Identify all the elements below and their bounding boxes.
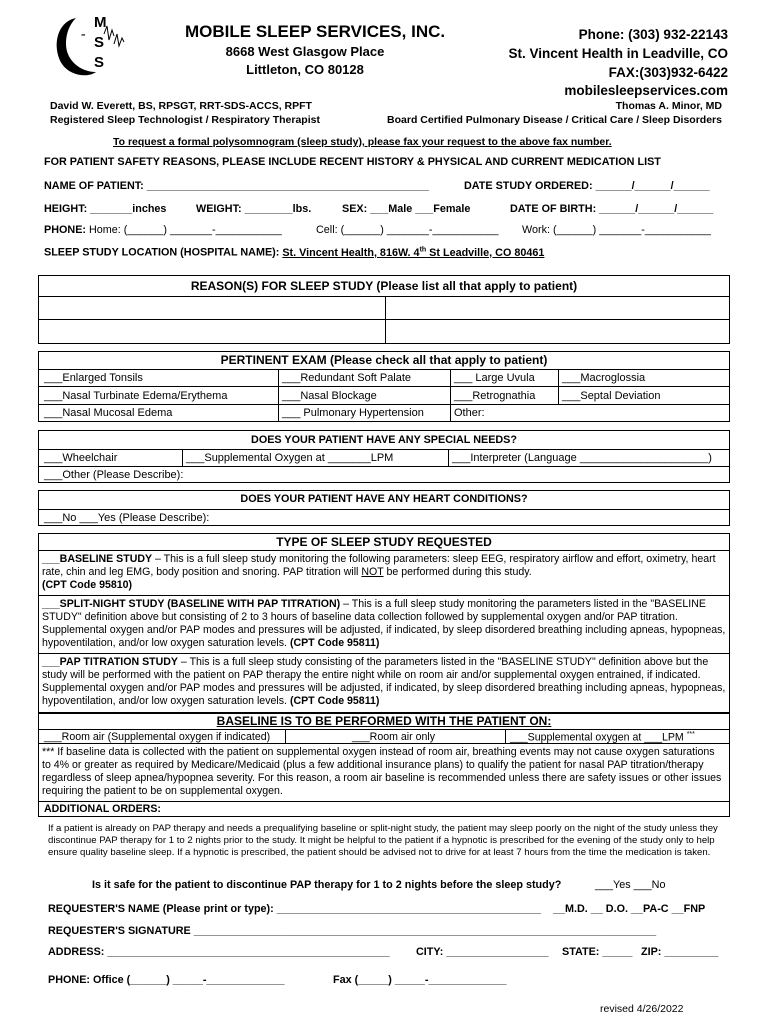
patient-safety-notice: FOR PATIENT SAFETY REASONS, PLEASE INCLUDE RECENT HISTORY & PHYSICAL AND CURRENT MEDICATION LIST xyxy=(44,156,661,168)
company-name: MOBILE SLEEP SERVICES, INC. xyxy=(185,22,446,41)
location-label: SLEEP STUDY LOCATION (HOSPITAL NAME): xyxy=(44,246,280,259)
exam-other[interactable]: Other: xyxy=(454,407,485,419)
heart-conditions-title: DOES YOUR PATIENT HAVE ANY HEART CONDITIONS? xyxy=(240,493,528,505)
reason-field-4[interactable] xyxy=(387,321,728,342)
special-needs-title: DOES YOUR PATIENT HAVE ANY SPECIAL NEEDS? xyxy=(251,434,517,446)
revised-date: revised 4/26/2022 xyxy=(600,1003,684,1015)
location-value: St. Vincent Health, 816W. 4th St Leadville, CO 80461 xyxy=(282,246,545,259)
company-logo xyxy=(50,14,142,80)
exam-enlarged-tonsils[interactable]: ___Enlarged Tonsils xyxy=(44,372,143,384)
logo-letter-s1: S xyxy=(94,34,105,51)
need-wheelchair[interactable]: ___Wheelchair xyxy=(44,452,118,464)
reasons-title: REASON(S) FOR SLEEP STUDY (Please list all that apply to patient) xyxy=(190,279,578,293)
right-person-title: Board Certified Pulmonary Disease / Critical Care / Sleep Disorders xyxy=(387,114,722,126)
fax-request-notice: To request a formal polysomnogram (sleep study), please fax your request to the above fax number. xyxy=(113,136,612,148)
left-person-name: David W. Everett, BS, RPSGT, RRT-SDS-ACCS, RPFT xyxy=(50,100,312,112)
state-field[interactable]: STATE: _____ xyxy=(562,946,633,958)
reason-field-3[interactable] xyxy=(40,321,383,342)
height-label: HEIGHT: _______inches xyxy=(44,203,167,215)
split-night-study-option[interactable]: ___SPLIT-NIGHT STUDY (BASELINE WITH PAP TITRATION) – This is a full sleep study monitoring the parameters listed in the "BASELINE STUDY" definition above but consisting of 2 to 3 hours of baseline data collection followed by supplemental oxygen and/or PAP titration. Supplemental oxygen and/or PAP modes and pressures will be adjusted, if indicated, by sleep disordered breathing including apneas, hypopneas, hypoventilation, and/or low oxygen saturation levels. (CPT Code 95811) xyxy=(42,598,726,649)
exam-nasal-blockage[interactable]: ___Nasal Blockage xyxy=(282,390,377,402)
height-field[interactable] xyxy=(44,203,166,215)
need-supplemental-oxygen[interactable]: ___Supplemental Oxygen at _______LPM xyxy=(186,452,394,464)
phone-label: PHONE: xyxy=(44,224,86,236)
exam-title: PERTINENT EXAM (Please check all that apply to patient) xyxy=(220,353,548,367)
address-field[interactable]: ADDRESS: _______________________________________________ xyxy=(48,946,390,958)
logo-letter-s2: S xyxy=(94,54,105,71)
company-address-2: Littleton, CO 80128 xyxy=(246,62,364,77)
requester-signature-field[interactable]: REQUESTER'S SIGNATURE _____________________________________________________________________________ xyxy=(48,925,657,937)
sleep-study-location xyxy=(44,246,544,259)
company-address-1: 8668 West Glasgow Place xyxy=(225,44,385,59)
pap-titration-study-option[interactable]: ___PAP TITRATION STUDY – This is a full sleep study consisting of the parameters listed in the "BASELINE STUDY" definition above but the study will be performed with the patient on PAP therapy the entire night while on room air and/or supplemental oxygen entrained, if indicated. Supplemental oxygen and/or PAP modes and pressures will be adjusted, if indicated, by sleep disordered breathing including apneas, hypopneas, hypoventilation, and/or low oxygen saturation levels. (CPT Code 95811) xyxy=(42,656,726,707)
date-ordered-field[interactable]: DATE STUDY ORDERED: ______/______/______ xyxy=(464,180,710,192)
company-phone: Phone: (303) 932-22143 xyxy=(578,27,728,42)
city-field[interactable]: CITY: _________________ xyxy=(416,946,549,958)
svg-text:-: - xyxy=(81,27,86,42)
baseline-room-air-only[interactable]: ___Room air only xyxy=(352,731,436,743)
discontinue-pap-answer[interactable]: ___Yes ___No xyxy=(595,879,666,891)
left-person-title: Registered Sleep Technologist / Respiratory Therapist xyxy=(50,114,320,126)
exam-nasal-turbinate-edema[interactable]: ___Nasal Turbinate Edema/Erythema xyxy=(44,390,228,402)
company-fax: FAX:(303)932-6422 xyxy=(608,65,728,80)
reason-field-1[interactable] xyxy=(40,298,383,318)
office-phone-field[interactable]: PHONE: Office (______) _____-_____________ xyxy=(48,974,285,986)
study-type-title: TYPE OF SLEEP STUDY REQUESTED xyxy=(276,535,492,549)
cell-phone-field[interactable]: Cell: (______) _______-___________ xyxy=(316,224,499,236)
requester-credentials[interactable]: __M.D. __ D.O. __PA-C __FNP xyxy=(553,903,706,915)
exam-macroglossia[interactable]: ___Macroglossia xyxy=(562,372,646,384)
requester-name-field[interactable]: REQUESTER'S NAME (Please print or type): ____________________________________________ xyxy=(48,903,541,915)
dob-field[interactable]: DATE OF BIRTH: ______/______/______ xyxy=(510,203,714,215)
heart-conditions-answer[interactable]: ___No ___Yes (Please Describe): xyxy=(44,512,210,524)
oxygen-baseline-note: *** If baseline data is collected with the patient on supplemental oxygen instead of room air, breathing events may not cause oxygen saturations to 4% or greater as required by Medicare/Medicaid (plus a few additional insurance plans) to qualify the patient for nasal PAP titration/therapy regardless of sleep apnea/hypopnea severity. For this reason, a room air baseline is recommended unless there are safety issues or other issues requiring the patient to be on supplemental oxygen. xyxy=(42,746,722,797)
pap-discontinue-note: If a patient is already on PAP therapy and needs a prequalifying baseline or split-night study, the patient may sleep poorly on the night of the study unless they discontinue PAP therapy for 1 to 2 nights prior to the study. It might be helpful to the patient if a hypnotic is prescribed for the evening of the study only to help ensure quality baseline sleep. If a hypnotic is prescribed, the patient should be advised not to drive for at least 7 hours from the time the medication is taken. xyxy=(48,823,718,858)
right-person-name: Thomas A. Minor, MD xyxy=(615,100,722,112)
zip-field[interactable]: ZIP: _________ xyxy=(641,946,719,958)
additional-orders-label: ADDITIONAL ORDERS: xyxy=(44,803,161,815)
baseline-on-title: BASELINE IS TO BE PERFORMED WITH THE PATIENT ON: xyxy=(216,714,552,728)
sex-field[interactable]: SEX: ___Male ___Female xyxy=(342,203,471,215)
reason-field-2[interactable] xyxy=(387,298,728,318)
baseline-supplemental-oxygen[interactable]: ___Supplemental oxygen at ___LPM *** xyxy=(510,731,695,744)
exam-large-uvula[interactable]: ___ Large Uvula xyxy=(454,372,535,384)
company-hospital: St. Vincent Health in Leadville, CO xyxy=(508,46,728,61)
home-phone-field[interactable]: Home: (______) _______-___________ xyxy=(89,224,282,236)
exam-retrognathia[interactable]: ___Retrognathia xyxy=(454,390,536,402)
exam-pulmonary-hypertension[interactable]: ___ Pulmonary Hypertension xyxy=(282,407,424,419)
discontinue-pap-question: Is it safe for the patient to discontinue PAP therapy for 1 to 2 nights before the sleep study? xyxy=(92,879,562,891)
company-website[interactable]: mobilesleepservices.com xyxy=(564,83,728,98)
requester-fax-field[interactable]: Fax (_____) _____-_____________ xyxy=(333,974,507,986)
exam-redundant-soft-palate[interactable]: ___Redundant Soft Palate xyxy=(282,372,412,384)
need-other[interactable]: ___Other (Please Describe): xyxy=(44,469,184,481)
patient-name-field[interactable]: NAME OF PATIENT: _______________________________________________ xyxy=(44,180,429,192)
work-phone-field[interactable]: Work: (______) _______-___________ xyxy=(522,224,711,236)
need-interpreter[interactable]: ___Interpreter (Language _____________________) xyxy=(452,452,712,464)
baseline-room-air-supplemental[interactable]: ___Room air (Supplemental oxygen if indicated) xyxy=(44,731,271,743)
baseline-study-option[interactable]: ___BASELINE STUDY – This is a full sleep study monitoring the following parameters: sleep EEG, respiratory airflow and effort, oximetry, heart rate, chin and leg EMG, body position and snoring. PAP titration will NOT be performed during this study. (CPT Code 95810) xyxy=(42,553,716,591)
logo-letter-m: M xyxy=(94,14,107,31)
weight-field[interactable]: WEIGHT: ________lbs. xyxy=(196,203,312,215)
phone-row xyxy=(44,224,282,236)
exam-nasal-mucosal-edema[interactable]: ___Nasal Mucosal Edema xyxy=(44,407,173,419)
exam-septal-deviation[interactable]: ___Septal Deviation xyxy=(562,390,661,402)
